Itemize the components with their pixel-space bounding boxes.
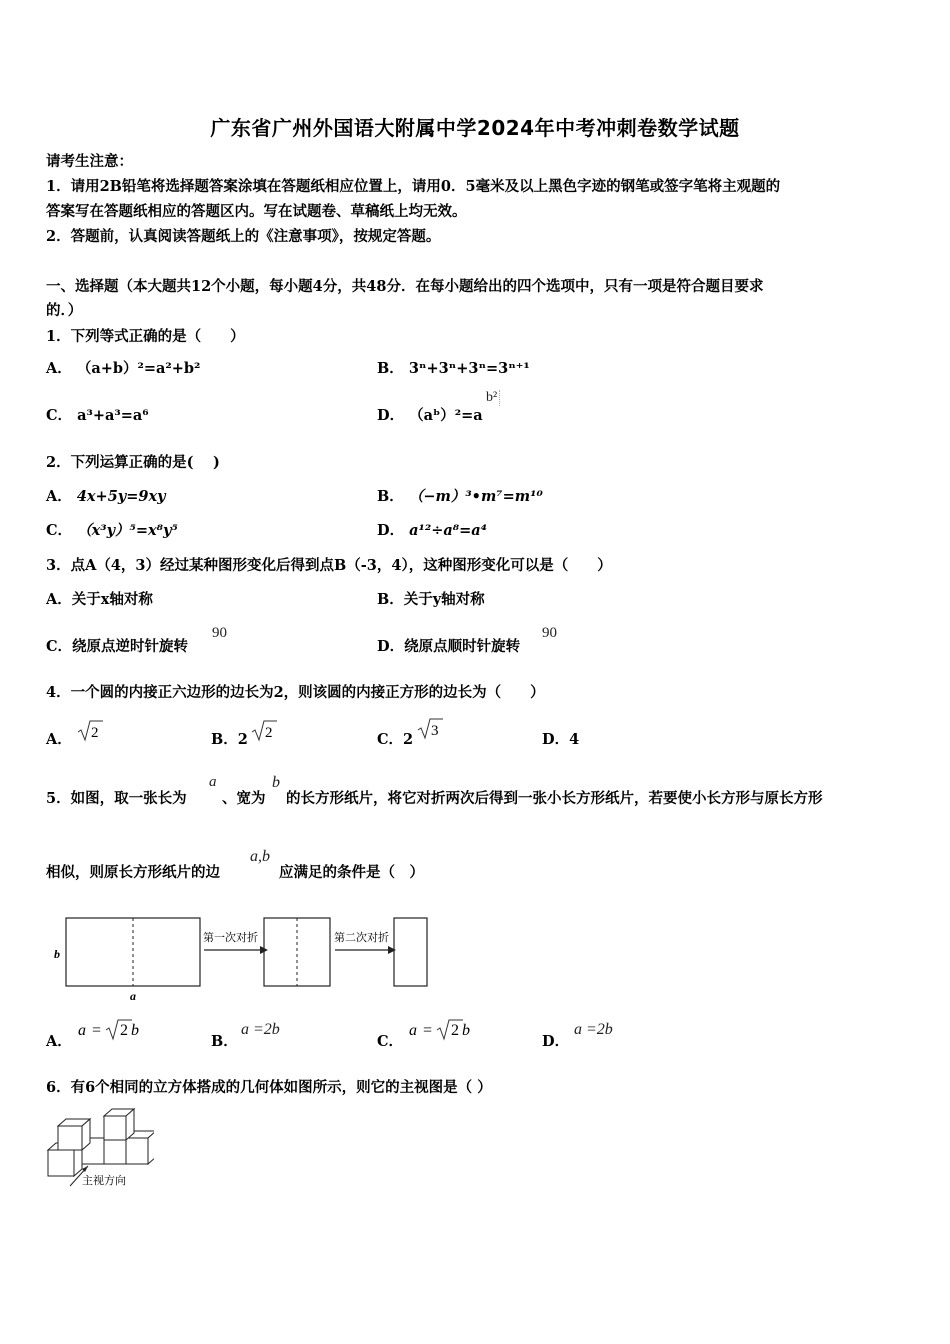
q2-option-b: B． （−m）³•m⁷=m¹⁰ [377,488,543,505]
q2-b-expression: （−m）³•m⁷=m¹⁰ [408,488,543,505]
q6-cube-figure [44,1106,154,1188]
q1-option-c: C． a³+a³=a⁶ [46,407,149,424]
q5-a-formula [76,1016,146,1042]
q1-a-expression: （a+b）²=a²+b² [76,360,201,377]
q1-c-expression: a³+a³=a⁶ [77,407,149,424]
notice-line-1: 1．请用2B铅笔将选择题答案涂填在答题纸相应位置上，请用0．5毫米及以上黑色字迹的钢笔或签字笔将主观题的 [46,178,781,195]
q5-var-a: a [209,774,217,790]
q4-option-c: C．2 [377,731,414,748]
q5-var-b: b [272,774,280,791]
q5-option-a: A． [46,1033,72,1050]
q5-option-c: C． [377,1033,404,1050]
q2-option-a: A． 4x+5y=9xy [46,488,166,505]
q3-option-a: A．关于x轴对称 [46,591,153,608]
fold-2-arrow [388,946,396,954]
question-5-stem2-part2: 应满足的条件是（ ） [279,864,424,881]
q5-folding-figure [50,910,440,1005]
question-5-stem-part2: 、宽为 [222,790,266,807]
q4-c-radicand: 3 [431,723,439,739]
q4-option-d: D．4 [542,731,580,748]
fig-label-b: b [54,947,60,961]
question-4-stem: 4．一个圆的内接正六边形的边长为2，则该圆的内接正方形的边长为（ ） [46,684,545,701]
question-5-stem-part1: 5．如图，取一张长为 [46,790,187,807]
q4-a-radicand: 2 [91,725,99,741]
q4-option-b: B．2 [211,731,248,748]
question-5-stem-part3: 的长方形纸片，将它对折两次后得到一张小长方形纸片，若要使小长方形与原长方形 [286,790,823,807]
fold-2-label: 第二次对折 [334,932,389,944]
q5-option-b: B． [211,1033,238,1050]
notice-heading: 请考生注意： [46,153,133,170]
question-5-stem2-part1: 相似，则原长方形纸片的边 [46,864,220,881]
section-heading: 一、选择题（本大题共12个小题，每小题4分，共48分．在每小题给出的四个选项中，只有一项是符合题目要求 [46,278,764,295]
svg-text:=: = [92,1022,102,1039]
fold-1-label: 第一次对折 [203,932,258,944]
q4-option-a: A． [46,731,72,748]
q1-option-a: A． （a+b）²=a²+b² [46,360,201,377]
q5-var-ab: a,b [250,848,270,865]
q5-d-formula: a =2b [574,1021,613,1038]
folded-twice-rectangle [394,918,427,986]
q2-option-c: C． （x³y）⁵=x⁸y⁵ [46,522,178,539]
question-6-stem: 6．有6个相同的立方体搭成的几何体如图所示，则它的主视图是（ ） [46,1079,492,1096]
section-heading-cont: 的．） [46,302,83,319]
view-direction-label: 主视方向 [82,1175,126,1187]
question-3-stem: 3．点A（4，3）经过某种图形变化后得到点B（-3，4），这种图形变化可以是（ ） [46,557,612,574]
svg-text:2: 2 [451,1022,459,1039]
notice-line-3: 2．答题前，认真阅读答题纸上的《注意事项》，按规定答题。 [46,228,441,245]
notice-line-2: 答案写在答题纸相应的答题区内。写在试题卷、草稿纸上均无效。 [46,203,467,220]
q3-d-degree: 90 [542,625,557,641]
svg-text:b: b [462,1022,470,1039]
folded-once-rectangle [264,918,330,986]
q2-d-expression: a¹²÷a⁸=a⁴ [409,522,488,539]
page-title: 广东省广州外国语大附属中学2024年中考冲刺卷数学试题 [210,116,740,140]
q1-option-b: B． 3ⁿ+3ⁿ+3ⁿ=3ⁿ⁺¹ [377,360,530,377]
q2-a-expression: 4x+5y=9xy [76,488,166,505]
question-2-stem: 2．下列运算正确的是( ) [46,454,220,471]
q3-option-c: C．绕原点逆时针旋转 [46,638,189,655]
question-1-stem: 1．下列等式正确的是（ ） [46,328,245,345]
svg-text:=: = [423,1022,433,1039]
q4-b-sqrt [250,718,278,742]
q3-option-d: D．绕原点顺时针旋转 [377,638,521,655]
q5-c-formula [407,1016,477,1042]
q1-d-exponent-image: b² [486,390,500,406]
q5-option-d: D． [542,1033,570,1050]
fig-label-a: a [130,989,136,1003]
q4-c-sqrt [416,716,444,740]
q5-b-formula: a =2b [241,1021,280,1038]
q3-c-degree: 90 [212,625,227,641]
q4-a-sqrt [76,718,104,742]
q1-b-expression: 3ⁿ+3ⁿ+3ⁿ=3ⁿ⁺¹ [408,360,530,377]
q2-option-d: D． a¹²÷a⁸=a⁴ [377,522,488,539]
q2-c-expression: （x³y）⁵=x⁸y⁵ [77,522,178,539]
svg-text:b: b [131,1022,139,1039]
q1-option-d: D． （aᵇ）²=a [377,407,483,424]
q4-b-radicand: 2 [265,725,273,741]
q1-d-expression: （aᵇ）²=a [409,407,483,424]
svg-text:2: 2 [120,1022,128,1039]
svg-text:a: a [78,1022,86,1039]
q3-option-b: B．关于y轴对称 [377,591,485,608]
original-rectangle [66,918,200,986]
svg-text:a: a [409,1022,417,1039]
